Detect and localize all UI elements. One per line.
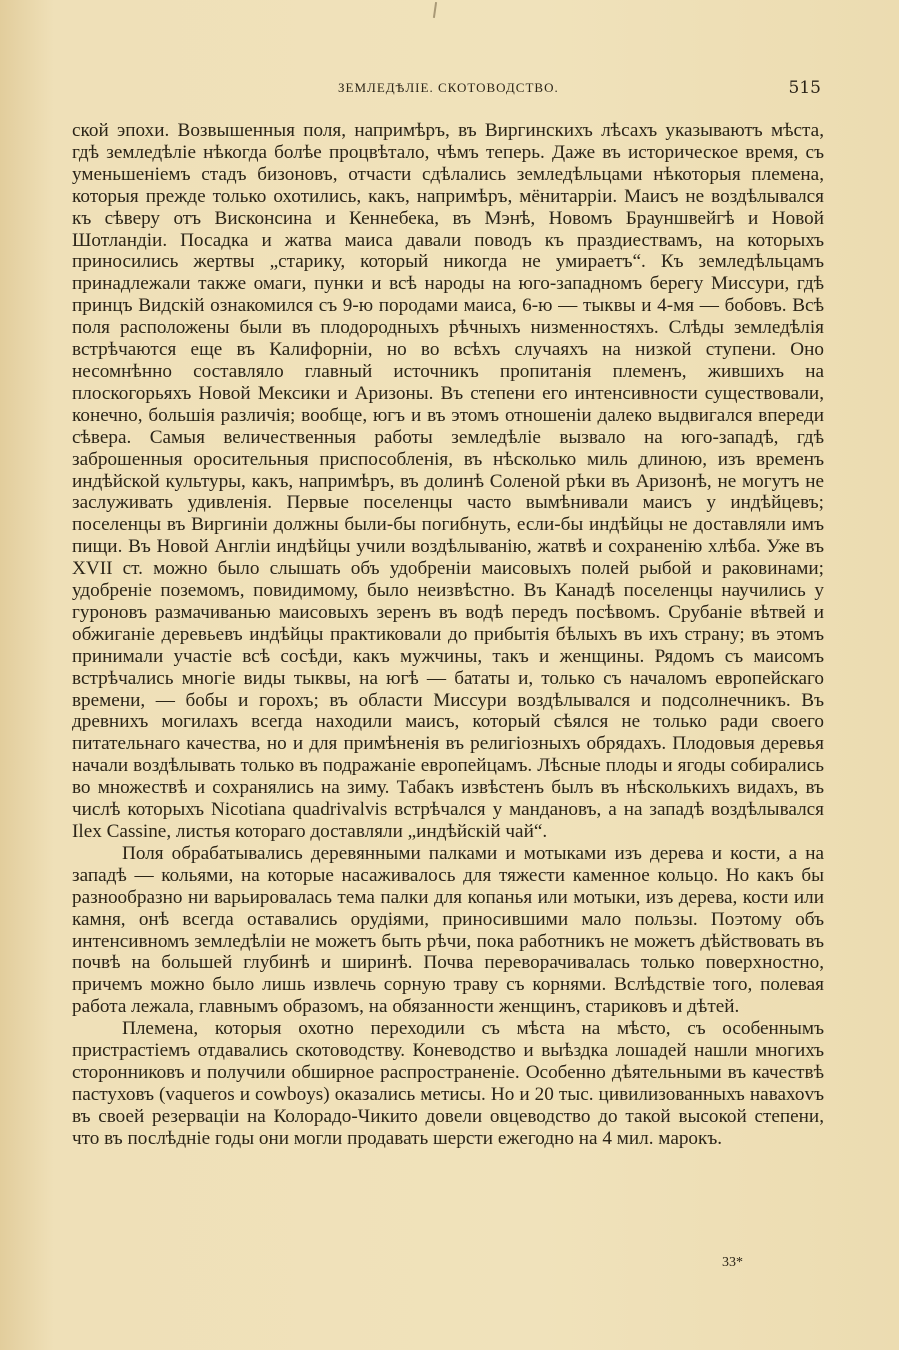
- signature-mark: 33*: [722, 1255, 743, 1270]
- paragraph-1: ской эпохи. Возвышенныя поля, напримѣръ, въ Виргинскихъ лѣсахъ указываютъ мѣста, гдѣ земледѣліе нѣкогда болѣе процвѣтало, чѣмъ теперь. Даже въ историческое время, съ уменьшеніемъ стадъ бизоновъ, отчасти сдѣлались земледѣльцами нѣкоторыя племена, которыя прежде только охотились, какъ, напримѣръ, мёнитарріи. Маисъ не воздѣлывался къ сѣверу отъ Висконсина и Кеннебека, въ Мэнѣ, Новомъ Брауншвейгѣ и Новой Шотландіи. Посадка и жатва маиса давали поводъ къ праздиествамъ, на которыхъ приносились жертвы „старику, который никогда не умираетъ“. Къ земледѣльцамъ принадлежали также омаги, пунки и всѣ народы на юго-западномъ берегу Миссури, гдѣ принцъ Видскій ознакомился съ 9-ю породами маиса, 6-ю — тыквы и 4-мя — бобовъ. Всѣ поля расположены были въ плодородныхъ рѣчныхъ низменностяхъ. Слѣды земледѣлія встрѣчаются еще въ Калифорніи, но во всѣхъ случаяхъ на низкой ступени. Оно несомнѣнно составляло главный источникъ пропитанія племенъ, жившихъ на плоскогорьяхъ Новой Мексики и Аризоны. Въ степени его интенсивности существовали, конечно, большія различія; вообще, югъ и въ этомъ отношеніи далеко выдвигался впереди сѣвера. Самыя величественныя работы земледѣліе вызвало на юго-западѣ, гдѣ заброшенныя оросительныя приспособленія, въ нѣсколько миль длиною, изъ временъ индѣйской культуры, какъ, напримѣръ, въ долинѣ Соленой рѣки въ Аризонѣ, не могутъ не заслуживать удивленія. Первые поселенцы часто вымѣнивали маисъ у индѣйцевъ; поселенцы въ Виргиніи должны были-бы погибнуть, если-бы индѣйцы не доставляли имъ пищи. Въ Новой Англіи индѣйцы учили воздѣлыванію, жатвѣ и сохраненію хлѣба. Уже въ XVII ст. можно было слышать объ удобреніи маисовыхъ полей рыбой и раковинами; удобреніе поземомъ, повидимому, было неизвѣстно. Въ Канадѣ поселенцы научились у гуроновъ размачиванью маисовыхъ зеренъ въ водѣ передъ посѣвомъ. Срубаніе вѣтвей и обжиганіе деревьевъ индѣйцы практиковали до прибытія бѣлыхъ въ ихъ страну; въ этомъ принимали участіе всѣ сосѣди, какъ мужчины, такъ и женщины. Рядомъ съ маисомъ встрѣчались многіе виды тыквы, на югѣ — бататы и, только съ началомъ европейскаго времени, — бобы и горохъ; въ области Миссури воздѣлывался и подсолнечникъ. Въ древнихъ могилахъ всегда находили маисъ, который сѣялся не только ради своего питательнаго качества, но и для примѣненія въ религіозныхъ обрядахъ. Плодовыя деревья начали воздѣлывать только въ подражаніе европейцамъ. Лѣсные плоды и ягоды собирались во множествѣ и сохранялись на зиму. Табакъ извѣстенъ былъ въ нѣсколькихъ видахъ, въ числѣ которыхъ Nicotiana quadrivalvis встрѣчался у манданoвъ, а на западѣ воздѣлывался Ilex Cassine, листья котораго доставляли „индѣйскій чай“.: [72, 120, 824, 842]
- running-head: ЗЕМЛЕДѢЛІЕ. СКОТОВОДСТВО.: [338, 80, 559, 95]
- paragraph-2: Поля обрабатывались деревянными палками и мотыками изъ дерева и кости, а на западѣ — кольями, на которые насаживалось для тяжести каменное кольцо. Но какъ бы разнообразно ни варьировалась тема палки для копанья или мотыки, изъ дерева, кости или камня, онѣ всегда оставались орудіями, приносившими мало пользы. Поэтому объ интенсивномъ земледѣліи не можетъ быть рѣчи, пока работникъ не можетъ дѣйствовать въ почвѣ на большей глубинѣ и ширинѣ. Почва переворачивалась только поверхностно, причемъ можно было лишь извлечь сорную траву съ корнями. Вслѣдствіе того, полевая работа лежала, главнымъ образомъ, на обязанности женщинъ, стариковъ и дѣтей.: [72, 842, 824, 1018]
- page-header: [72, 80, 821, 106]
- paragraph-3: Племена, которыя охотно переходили съ мѣста на мѣсто, съ особеннымъ пристрастіемъ отдавались скотоводству. Коневодство и выѣздка лошадей нашли многихъ сторонниковъ и получили обширное распространеніе. Особенно дѣятельными въ качествѣ пастуховъ (vaqueros и cowboys) оказались метисы. Но и 20 тыс. цивилизованныхъ навахоvъ въ своей резерваціи на Колорадо-Чикито довели овцеводство до такой высокой степени, что въ послѣдніе годы они могли продавать шерсти ежегодно на 4 мил. марокъ.: [72, 1018, 824, 1149]
- scan-mark: [433, 2, 437, 18]
- body-text: [72, 120, 824, 1150]
- page-number: 515: [788, 78, 821, 98]
